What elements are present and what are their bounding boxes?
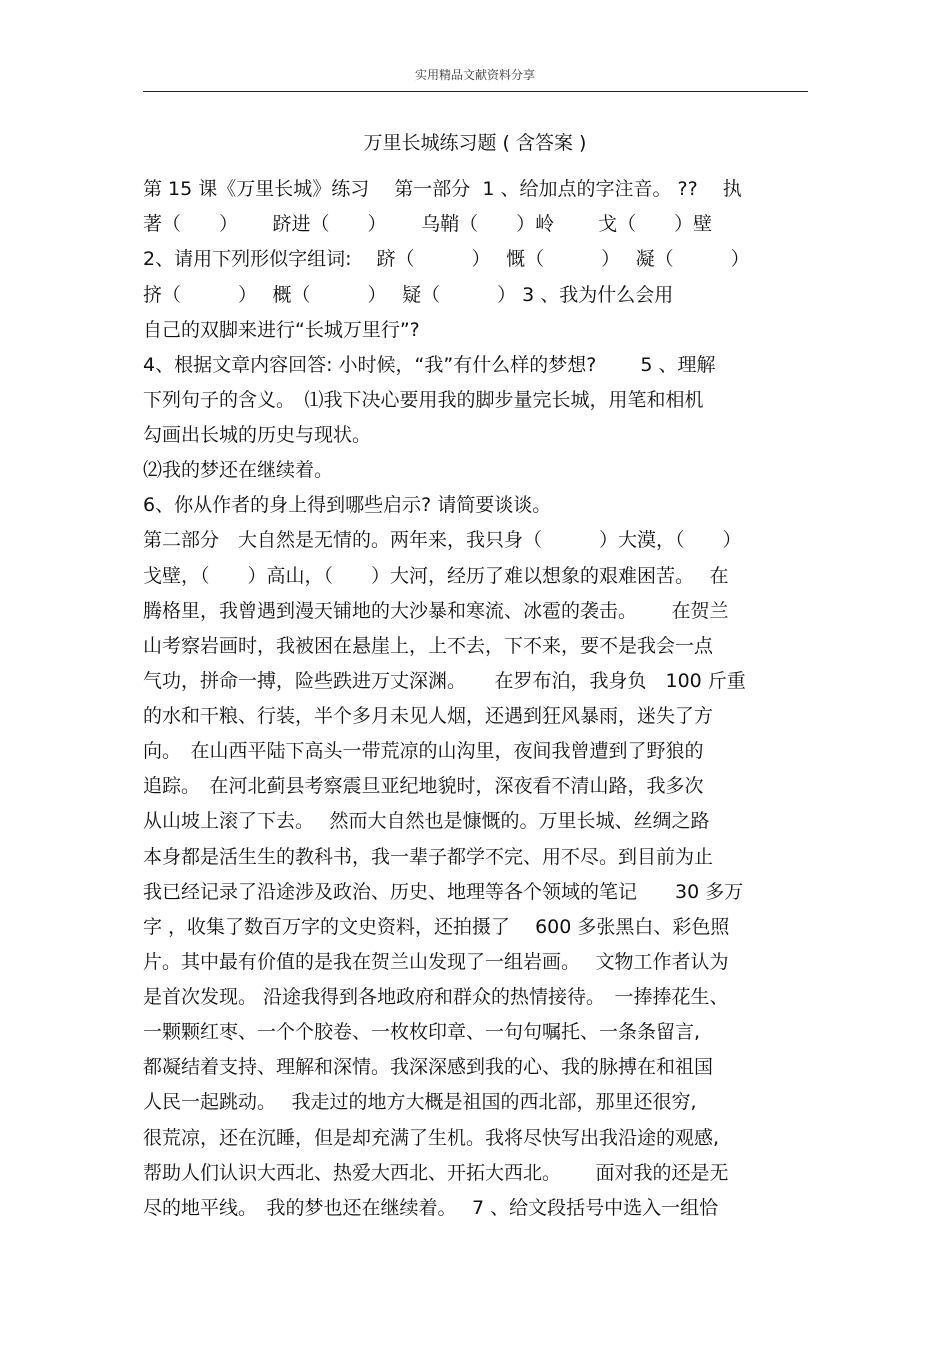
text-line: 追踪。 在河北蓟县考察震旦亚纪地貌时，深夜看不清山路，我多次	[143, 775, 704, 797]
text-line: 的水和干粮、行装，半个多月未见人烟，还遇到狂风暴雨，迷失了方	[143, 705, 714, 727]
text-line: 4、根据文章内容回答: 小时候，“我”有什么样的梦想? 5 、理解	[143, 354, 716, 376]
text-line: 勾画出长城的历史与现状。	[143, 424, 372, 446]
text-line: 向。 在山西平陆下高头一带荒凉的山沟里，夜间我曾遭到了野狼的	[143, 740, 704, 762]
text-line: 是首次发现。 沿途我得到各地政府和群众的热情接待。 一捧捧花生、	[143, 986, 729, 1008]
page-header: 实用精品文献资料分享	[414, 68, 535, 82]
text-line: 从山坡上滚了下去。 然而大自然也是慷慨的。万里长城、丝绸之路	[143, 810, 710, 832]
text-line: 第二部分 大自然是无情的。两年来，我只身（ ）大漠，（ ）	[143, 529, 742, 551]
text-line: 尽的地平线。 我的梦也还在继续着。 7 、给文段括号中选入一组恰	[143, 1197, 719, 1219]
text-line: 很荒凉，还在沉睡，但是却充满了生机。我将尽快写出我沿途的观感,	[143, 1127, 720, 1149]
text-line: 著（ ） 跻进（ ） 乌鞘（ ）岭 戈（ ）壁	[143, 213, 713, 235]
text-line: 本身都是活生生的教科书，我一辈子都学不完、用不尽。到目前为止	[143, 846, 714, 868]
text-line: ⑵我的梦还在继续着。	[143, 459, 334, 481]
text-line: 山考察岩画时，我被困在悬崖上，上不去，下不来，要不是我会一点	[143, 635, 714, 657]
text-line: 人民一起跳动。 我走过的地方大概是祖国的西北部，那里还很穷,	[143, 1091, 697, 1113]
text-line: 气功，拼命一搏，险些跌进万丈深渊。 在罗布泊，我身负 100 斤重	[143, 670, 746, 692]
text-line: 帮助人们认识大西北、热爱大西北、开拓大西北。 面对我的还是无	[143, 1162, 729, 1184]
text-line: 字 ，收集了数百万字的文史资料，还拍摄了 600 多张黑白、彩色照	[143, 916, 730, 938]
text-line: 第 15 课《万里长城》练习 第一部分 1 、给加点的字注音。 ?? 执	[143, 178, 742, 200]
document-title: 万里长城练习题 ( 含答案 )	[363, 132, 587, 154]
text-line: 腾格里，我曾遇到漫天铺地的大沙暴和寒流、冰雹的袭击。 在贺兰	[143, 600, 729, 622]
text-line: 自己的双脚来进行“长城万里行”?	[143, 319, 420, 341]
text-line: 我已经记录了沿途涉及政治、历史、地理等各个领域的笔记 30 多万	[143, 881, 744, 903]
text-line: 片。其中最有价值的是我在贺兰山发现了一组岩画。 文物工作者认为	[143, 951, 729, 973]
header-divider	[143, 91, 808, 92]
text-line: 挤（ ） 概（ ） 疑（ ） 3 、我为什么会用	[143, 284, 674, 306]
text-line: 戈壁，（ ）高山，（ ）大河，经历了难以想象的艰难困苦。 在	[143, 565, 729, 587]
text-line: 6、你从作者的身上得到哪些启示? 请简要谈谈。	[143, 494, 552, 516]
text-line: 一颗颗红枣、一个个胶卷、一枚枚印章、一句句嘱托、一条条留言,	[143, 1021, 701, 1043]
text-line: 2、请用下列形似字组词: 跻（ ） 慨（ ） 凝（ ）	[143, 248, 750, 270]
text-line: 都凝结着支持、理解和深情。我深深感到我的心、我的脉搏在和祖国	[143, 1056, 714, 1078]
text-line: 下列句子的含义。 ⑴我下决心要用我的脚步量完长城，用笔和相机	[143, 389, 704, 411]
